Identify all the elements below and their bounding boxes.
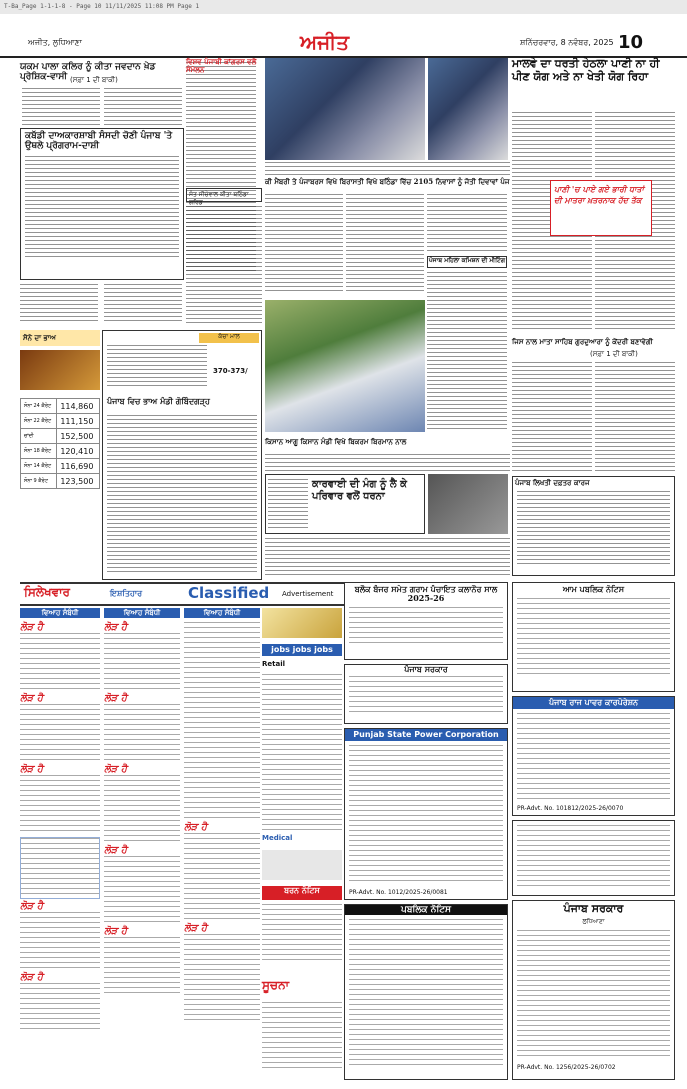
story-text xyxy=(427,272,507,432)
ad-title: ਪੰਜਾਬ ਸਰਕਾਰ xyxy=(563,902,624,915)
listing-text xyxy=(104,633,180,693)
classified-title-pa2: ਇਸ਼ਤਿਹਾਰ xyxy=(110,589,143,598)
rate-key: ਸੋਨਾ 24 ਕੈਰੇਟ xyxy=(21,399,57,414)
ad-title: ਬਲੌਕ ਬੰਜਰ ਸਮੇਤ ਗਰਾਮ ਪੰਚਾਇਤ ਕਲਾਨੌਰ ਸਾਲ 2025-26 xyxy=(354,584,498,604)
notice-box xyxy=(512,476,675,576)
story-text xyxy=(512,362,592,472)
story-subhead: ਪੰਜਾਬ ਮਹਿਲਾ ਕਮਿਸ਼ਨ ਦੀ ਮੀਟਿੰਗ xyxy=(427,256,507,268)
notice-text xyxy=(517,491,670,567)
ad-box xyxy=(512,696,675,816)
rate-value: 120,410 xyxy=(57,444,100,459)
ad-banner: ਬਰਨ ਨੋਟਿਸ xyxy=(262,886,342,900)
listing-tag: ਲੋੜ ਹੈ xyxy=(104,764,127,775)
story-continued-label: (ਸਫ਼ਾ 1 ਦੀ ਬਾਕੀ) xyxy=(590,350,638,358)
story-text xyxy=(265,194,343,294)
listing-tag: ਲੋੜ ਹੈ xyxy=(20,901,43,912)
classified-column xyxy=(262,608,342,1078)
ad-box xyxy=(512,820,675,896)
ad-city: ਲੁਧਿਆਣਾ xyxy=(582,917,605,925)
rate-key: ਸੋਨਾ 18 ਕੈਰੇਟ xyxy=(21,444,57,459)
classified-title-en: Classified xyxy=(188,584,270,602)
rally-photo xyxy=(265,300,425,432)
print-info-strip: T-Ba_Page 1-1-1-8 - Page 10 11/11/2025 11:08 PM Page 1 xyxy=(0,0,687,14)
ad-box xyxy=(344,728,508,900)
ad-text xyxy=(349,745,503,885)
story-box xyxy=(20,128,184,280)
ad-title: ਪੰਜਾਬ ਰਾਜ ਪਾਵਰ ਕਾਰਪੋਰੇਸ਼ਨ xyxy=(513,697,674,709)
story-text xyxy=(104,284,182,324)
masthead xyxy=(0,30,687,58)
gold-jewelry-image xyxy=(20,350,100,390)
story-text xyxy=(20,284,98,324)
mandi-box xyxy=(102,330,262,580)
ad-title: Punjab State Power Corporation xyxy=(345,729,507,741)
masthead-city: ਅਜੀਤ, ਲੁਧਿਆਣਾ xyxy=(28,38,82,47)
masthead-title: ਅਜੀਤ xyxy=(300,30,350,54)
listing-tag: ਲੋੜ ਹੈ xyxy=(104,926,127,937)
story-text xyxy=(595,362,675,472)
table-row xyxy=(21,414,100,429)
ad-text xyxy=(517,930,670,1060)
column-header: ਵਿਆਹ ਸੰਬੰਧੀ xyxy=(104,608,180,618)
mandi-text xyxy=(107,345,207,387)
lead-headline: ਮਾਲਵੇ ਦਾ ਧਰਤੀ ਹੇਠਲਾ ਪਾਣੀ ਨਾ ਹੀ ਪੀਣ ਯੋਗ ਅਤੇ ਨਾ ਖੇਤੀ ਯੋਗ ਰਿਹਾ xyxy=(512,57,660,83)
ad-box xyxy=(512,900,675,1080)
listing-text xyxy=(20,775,100,835)
rate-value: 111,150 xyxy=(57,414,100,429)
mandi-phone: 370-373/ xyxy=(213,367,248,375)
gold-rate-label: ਸੋਨੇ ਦਾ ਭਾਅ xyxy=(20,330,100,346)
photo-caption xyxy=(265,162,510,176)
listing-text xyxy=(104,856,180,926)
listing-text xyxy=(184,833,260,923)
portrait-photo xyxy=(428,474,508,534)
classified-column xyxy=(104,608,180,1078)
ad-title: ਪਬਲਿਕ ਨੋਟਿਸ xyxy=(345,905,507,915)
table-row xyxy=(21,429,100,444)
table-row xyxy=(21,474,100,489)
ad-label: Retail xyxy=(262,660,286,668)
news-photo xyxy=(428,58,508,160)
listing-text xyxy=(184,934,260,1024)
ad-box xyxy=(344,664,508,724)
story-headline: ਕਬੱਡੀ ਦਾਅਕਾਰਸ਼ਾਬੀ ਸੰਸਦੀ ਚੋਣੀ ਪੰਜਾਬ 'ਤੇ ਉਥਲੇ ਪ੍ਰੋਗਰਾਮ-ਦਾਸ਼ੀ xyxy=(25,131,173,152)
story-headline: ਕਾਰਵਾਈ ਦੀ ਮੰਗ ਨੂੰ ਲੈ ਕੇ ਪਰਿਵਾਰ ਵਲੋਂ ਧਰਨਾ xyxy=(312,479,407,502)
listing-text xyxy=(262,1002,342,1072)
table-row xyxy=(21,459,100,474)
classified-title-pa: ਸਿਲੇਖਵਾਰ xyxy=(24,585,70,599)
story-text xyxy=(22,88,100,126)
ad-text xyxy=(517,825,670,889)
story-text xyxy=(25,156,179,260)
page-number: 10 xyxy=(618,32,644,53)
ad-banner: jobs jobs jobs xyxy=(262,644,342,656)
table-row xyxy=(21,399,100,414)
rate-key: ਸੋਨਾ 22 ਕੈਰੇਟ xyxy=(21,414,57,429)
story-text xyxy=(265,454,510,472)
ad-title: ਆਮ ਪਬਲਿਕ ਨੋਟਿਸ xyxy=(562,584,625,594)
listing-text xyxy=(20,912,100,972)
listing-tag: ਲੋੜ ਹੈ xyxy=(20,764,43,775)
story-box xyxy=(265,474,425,534)
ad-text xyxy=(349,607,503,647)
listing-text xyxy=(262,674,342,834)
classified-subtitle: Advertisement xyxy=(282,590,334,598)
pull-quote-text: ਪਾਣੀ 'ਚ ਪਾਏ ਗਏ ਭਾਰੀ ਧਾਤਾਂ ਦੀ ਮਾਤਰਾ ਖ਼ਤਰਨਾਕ ਹੱਦ ਤੱਕ xyxy=(554,184,644,205)
ad-box xyxy=(344,904,508,1080)
ad-photo xyxy=(262,608,342,638)
listing-tag: ਲੋੜ ਹੈ xyxy=(104,622,127,633)
ad-label: Medical xyxy=(262,834,293,842)
rate-key: ਸੋਨਾ 9 ਕੈਰੇਟ xyxy=(21,474,57,489)
listing-tag: ਲੋੜ ਹੈ xyxy=(184,822,207,833)
mandi-title: ਪੰਜਾਬ ਵਿਚ ਭਾਅ ਮੰਡੀ ਗੋਬਿੰਦਗੜ੍ਹ xyxy=(107,396,210,406)
story-text xyxy=(427,194,507,254)
ad-box xyxy=(344,582,508,660)
rate-value: 116,690 xyxy=(57,459,100,474)
classified-banner xyxy=(20,582,345,606)
story-headline: ਕਿਸਾਨ ਆਗੂ ਕਿਸਾਨ ਮੰਡੀ ਵਿਖੇ ਬਿਕਰਮ ਬਿਰਮਾਨ ਨਾਲ xyxy=(265,437,407,446)
gold-rate-table xyxy=(20,398,100,489)
story-text xyxy=(104,88,182,126)
story-text xyxy=(265,538,510,578)
ad-ref: PR-Advt. No. 1256/2025-26/0702 xyxy=(517,1063,616,1071)
rate-value: 114,860 xyxy=(57,399,100,414)
story-kicker: ਵਿਸ਼ਵ ਪੰਜਾਬੀ ਕਾਂਗਰਸ ਵਲੋਂ ਸੰਮੇਲਨ xyxy=(186,57,257,75)
rate-value: 123,500 xyxy=(57,474,100,489)
listing-tag: ਲੋੜ ਹੈ xyxy=(104,693,127,704)
notice-title: ਪੰਜਾਬ ਲਿਖਤੀ ਦਫ਼ਤਰ ਕਾਰਜ xyxy=(515,478,590,487)
listing-text xyxy=(20,704,100,764)
listing-text xyxy=(20,983,100,1033)
story-subhead: ਸੰਤ ਸੀਚੇਵਾਲ ਕੀਤਾ ਬਠਿੰਡਾ ਗਰਿਡ xyxy=(186,188,262,202)
classified-column xyxy=(20,608,100,1078)
listing-tag: ਲੋੜ ਹੈ xyxy=(20,693,43,704)
classified-column xyxy=(184,608,260,1078)
listing-text xyxy=(20,633,100,693)
listing-tag: ਲੋੜ ਹੈ xyxy=(104,845,127,856)
ad-text xyxy=(517,713,670,801)
column-header: ਵਿਆਹ ਸੰਬੰਧੀ xyxy=(184,608,260,618)
mandi-text xyxy=(107,415,257,575)
ad-text xyxy=(349,676,503,716)
story-headline: ਕੀ ਮੈਂਬਰੀ ਤੇ ਪੰਜਾਬਰਸ ਵਿਖੇ ਬਿਰਾਸਤੀ ਵਿਖੇ ਬਠਿੰਡਾ ਵਿੱਚ 2105 ਨਿਵਾਸਾਂ ਨੂੰ ਜੋਤੀ ਦਿਵਾਵਾਂ ਪੰਜ xyxy=(265,177,510,186)
ad-label: ਸੂਚਨਾ xyxy=(262,978,290,992)
story-headline: ਜਿਸ ਨਾਲ ਮਾਤਾ ਸਾਹਿਬ ਗੁਰਦੁਆਰਾ ਨੂੰ ਕੇਂਦਰੀ ਬਣਾਵੇਗੀ xyxy=(512,337,653,346)
story-headline: ਯਕਮ ਪਾਲਾ ਕਲਿਰ ਨੂੰ ਕੀਤਾ ਜਵਦਾਨ ਖ਼ੇਡ ਪ੍ਰੇਸ਼ਿਕ-ਵਾਸੀ xyxy=(20,62,156,83)
ad-title: ਪੰਜਾਬ ਸਰਕਾਰ xyxy=(404,664,448,674)
rate-key: ਚਾਂਦੀ xyxy=(21,429,57,444)
ad-text xyxy=(517,598,670,678)
news-photo xyxy=(265,58,425,160)
ad-box xyxy=(512,582,675,692)
ad-photo xyxy=(262,850,342,880)
listing-text xyxy=(104,937,180,997)
ad-text xyxy=(349,919,503,1069)
table-row xyxy=(21,444,100,459)
mandi-badge: ਕੱਚਾ ਮਾਲ xyxy=(199,333,259,343)
story-text xyxy=(346,194,424,294)
story-text xyxy=(186,206,262,324)
listing-box xyxy=(20,837,100,899)
story-continued-label: (ਸਫ਼ਾ 1 ਦੀ ਬਾਕੀ) xyxy=(70,76,118,84)
ad-ref: PR-Advt. No. 1012/2025-26/0081 xyxy=(349,889,448,896)
listing-text xyxy=(184,622,260,822)
listing-tag: ਲੋੜ ਹੈ xyxy=(184,923,207,934)
column-header: ਵਿਆਹ ਸੰਬੰਧੀ xyxy=(20,608,100,618)
masthead-date: ਸ਼ਨਿੱਚਰਵਾਰ, 8 ਨਵੰਬਰ, 2025 xyxy=(520,38,614,47)
listing-text xyxy=(262,904,342,964)
rate-value: 152,500 xyxy=(57,429,100,444)
story-text xyxy=(268,479,308,529)
listing-tag: ਲੋੜ ਹੈ xyxy=(20,622,43,633)
ad-ref: PR-Advt. No. 101812/2025-26/0070 xyxy=(517,805,624,812)
listing-text xyxy=(104,704,180,764)
rate-key: ਸੋਨਾ 14 ਕੈਰੇਟ xyxy=(21,459,57,474)
pull-quote xyxy=(550,180,652,236)
listing-text xyxy=(104,775,180,845)
listing-tag: ਲੋੜ ਹੈ xyxy=(20,972,43,983)
